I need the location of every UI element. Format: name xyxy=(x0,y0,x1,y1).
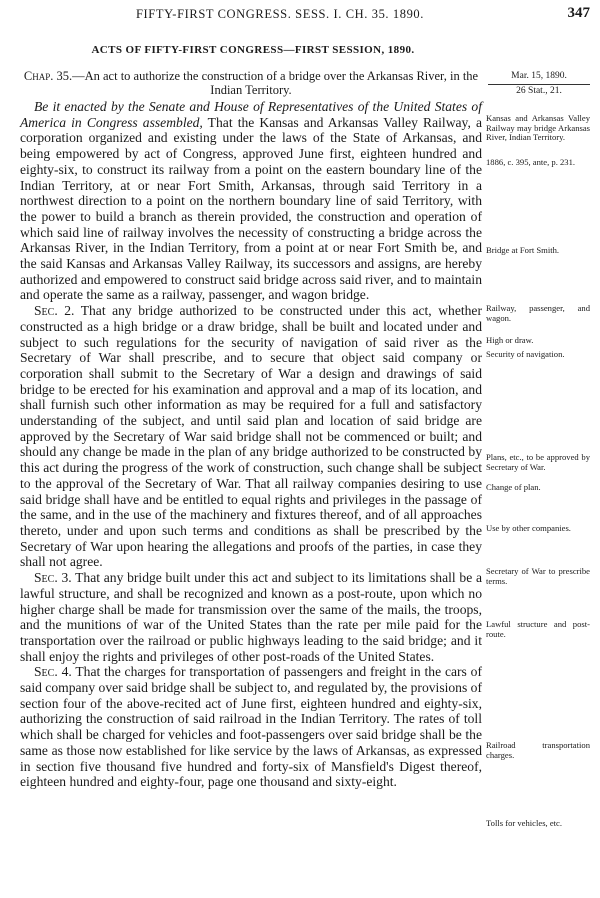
chapter-title: —An act to authorize the construction of a bridge over the Arkansas River, in the Indian Territory. xyxy=(72,69,479,97)
page-number: 347 xyxy=(567,5,590,21)
enacting-clause: Be it enacted by the Senate and House of Representatives of the United States of America in Congress assembled, xyxy=(20,99,482,130)
section-2-text: That any bridge authorized to be constructed under this act, whether constructed as a high bridge or a draw bridge, shall be built and located under and subject to such regulations for the security of navigation of said river as the Secretary of War shall prescribe, and to secure that object said company or corporation shall submit to the Secretary of War a design and drawings of said bridge to be erected for his examination and approval and a map of its location, and shall furnish such other information as may be required for a full and satisfactory understanding of the subject, and until said plan and location of said bridge are approved by the Secretary of War said bridge shall not be commenced or built; and should any change be made in the plan of any bridge authorized to be constructed by this act during the progress of the work of construction, such change shall be subject to the approval of the Secretary of War. That all railway companies desiring to use said bridge shall have and be entitled to equal rights and privileges in the passage of the same, and in the use of the machinery and fixtures thereof, and of all approaches thereto, under and upon such terms and conditions as shall be prescribed by the Secretary of War upon hearing the allegations and proofs of the parties, in case they shall not agree. xyxy=(20,303,482,570)
margin-note: Railway, passenger, and wagon. xyxy=(486,303,590,323)
running-head xyxy=(20,7,590,25)
chapter-heading xyxy=(20,70,482,97)
margin-note: Secretary of War to prescribe terms. xyxy=(486,566,590,586)
margin-note: Plans, etc., to be approved by Secretary of War. xyxy=(486,452,590,472)
margin-note: Bridge at Fort Smith. xyxy=(486,245,560,255)
margin-note: Kansas and Arkansas Valley Railway may bridge Arkansas River, Indian Territory. xyxy=(486,113,590,143)
act-body xyxy=(20,99,482,790)
section-1-text: That the Kansas and Arkansas Valley Railway, a corporation organized and existing under the laws of the State of Arkansas, and being empowered by act of Congress, approved June first, eighteen hundred and eighty-six, to construct its railway from a point on the eastern boundary line of the Indian Territory, at or near Fort Smith, Arkansas, through said Territory in a northwest direction to a point on the northern boundary line of said Territory, with the power to build a branch as therein provided, the construction and operation of which said line of railway involves the necessity of constructing a bridge across the Arkansas River, in the Indian Territory, from a point at or near Fort Smith be, and the said Kansas and Arkansas Valley Railway, its successors and assigns, are hereby authorized and empowered to construct said bridge across said river, and to maintain and operate the same as a railway, passenger, and wagon bridge. xyxy=(20,114,482,303)
section-4 xyxy=(20,664,482,790)
section-4-label: Sec. 4. xyxy=(34,664,72,680)
chapter-label: Chap. 35. xyxy=(23,69,73,83)
margin-note: Railroad transportation charges. xyxy=(486,740,590,760)
margin-note: Lawful structure and post-route. xyxy=(486,619,590,639)
margin-note: High or draw. xyxy=(486,335,534,345)
margin-note: Security of navigation. xyxy=(486,349,565,359)
section-3 xyxy=(20,570,482,664)
margin-note: Tolls for vehicles, etc. xyxy=(486,818,563,828)
margin-note: Change of plan. xyxy=(486,482,541,492)
margin-note: Use by other companies. xyxy=(486,523,571,533)
approval-date: Mar. 15, 1890. xyxy=(488,70,590,85)
running-head-title: FIFTY-FIRST CONGRESS. SESS. I. CH. 35. 1890. xyxy=(135,7,425,21)
section-3-label: Sec. 3. xyxy=(34,570,72,586)
statute-citation: 26 Stat., 21. xyxy=(516,86,562,96)
section-2-label: Sec. 2. xyxy=(34,303,75,319)
section-4-text: That the charges for transportation of passengers and freight in the cars of said company over said bridge shall be subject to, and regulated by, the provisions of section four of the above-recited act of June first, eighteen hundred and eighty-six, authorizing the construction of said railroad in the Indian Territory. The rates of toll which shall be charged for vehicles and foot-passengers over said bridge shall be the same as those now established for like service by the laws of Arkansas, as expressed in section five thousand five hundred and forty-six of Mansfield's Digest thereof, eighteen hundred and eighty-four, page one thousand and sixty-eight. xyxy=(20,664,482,790)
section-3-text: That any bridge built under this act and subject to its limitations shall be a lawful structure, and shall be recognized and known as a post-route, upon which no higher charge shall be made for transmission over the same of the mails, the troops, and the munitions of war of the United States than the rate per mile paid for the transportation over the railroad or public highways leading to the said bridge; and it shall enjoy the rights and privileges of other post-roads of the United States. xyxy=(20,570,482,664)
approval-note xyxy=(488,70,590,98)
margin-note: 1886, c. 395, ante, p. 231. xyxy=(486,157,576,167)
section-2 xyxy=(20,303,482,570)
section-1 xyxy=(20,99,482,303)
acts-title: ACTS OF FIFTY-FIRST CONGRESS—FIRST SESSION, 1890. xyxy=(91,44,415,56)
